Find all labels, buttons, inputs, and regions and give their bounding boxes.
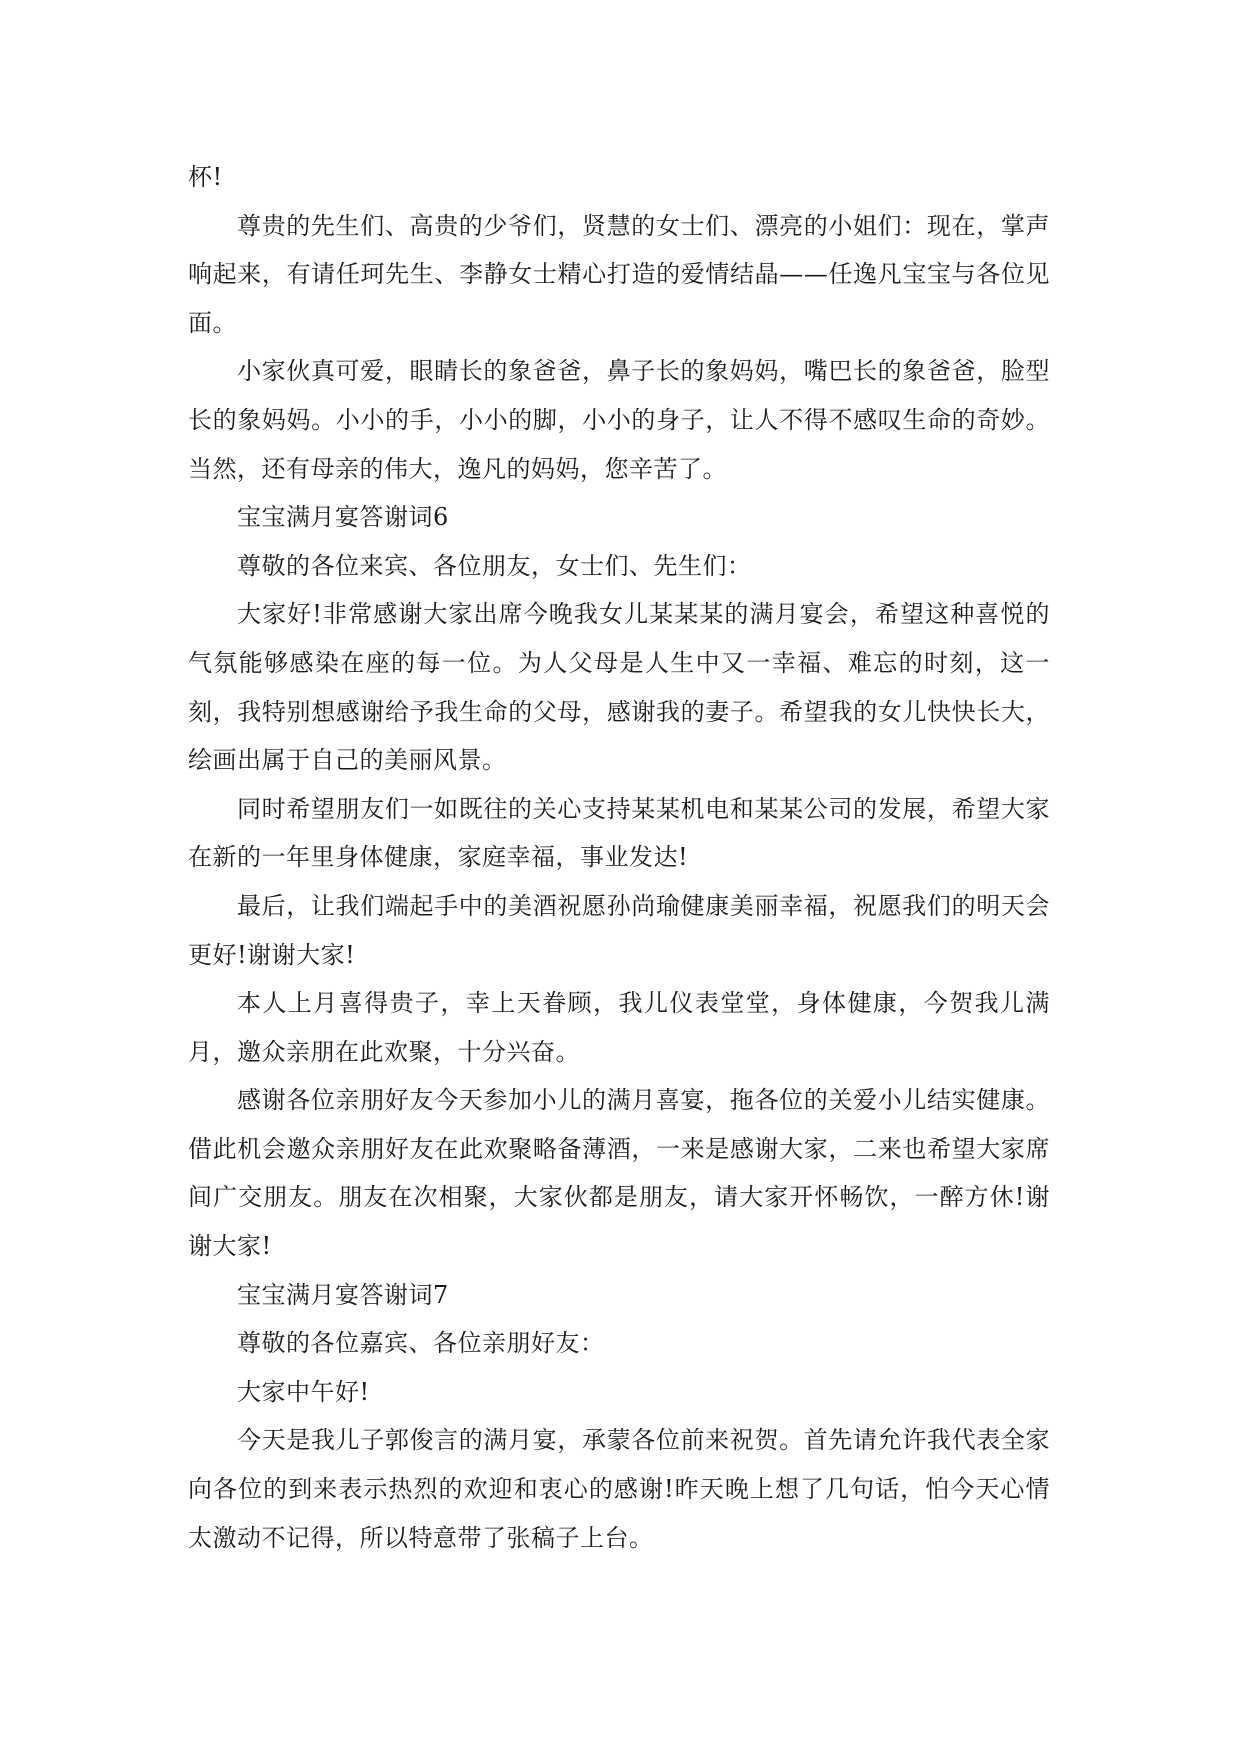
- salutation-6: 尊敬的各位来宾、各位朋友，女士们、先生们：: [237, 551, 752, 580]
- greeting-7: 大家中午好!: [237, 1377, 370, 1406]
- paragraph-wishes-6: 同时希望朋友们一如既往的关心支持某某机电和某某公司的发展，希望大家在新的一年里身体健康，家庭幸福，事业发达!: [188, 794, 1050, 872]
- salutation-7: 尊敬的各位嘉宾、各位亲朋好友：: [237, 1329, 605, 1358]
- paragraph-greeting-announcement: 尊贵的先生们、高贵的少爷们，贤慧的女士们、漂亮的小姐们：现在，掌声响起来，有请任珂先生、李静女士精心打造的爱情结晶——任逸凡宝宝与各位见面。: [188, 211, 1050, 337]
- section-heading-7: 宝宝满月宴答谢词7: [237, 1280, 449, 1309]
- paragraph-toast-6: 最后，让我们端起手中的美酒祝愿孙尚瑜健康美丽幸福，祝愿我们的明天会更好!谢谢大家!: [188, 891, 1050, 969]
- paragraph-continuation: 杯!: [188, 163, 223, 191]
- section-heading-6: 宝宝满月宴答谢词6: [237, 503, 449, 532]
- paragraph-thanks-guests: 感谢各位亲朋好友今天参加小儿的满月喜宴，拖各位的关爱小儿结实健康。借此机会邀众亲朋好友在此欢聚略备薄酒，一来是感谢大家，二来也希望大家席间广交朋友。朋友在次相聚，大家伙都是朋友，请大家开怀畅饮，一醉方休!谢谢大家!: [188, 1086, 1050, 1261]
- paragraph-announcement-son: 本人上月喜得贵子，幸上天眷顾，我儿仪表堂堂，身体健康，今贺我儿满月，邀众亲朋在此欢聚，十分兴奋。: [188, 989, 1050, 1066]
- paragraph-baby-description: 小家伙真可爱，眼睛长的象爸爸，鼻子长的象妈妈，嘴巴长的象爸爸，脸型长的象妈妈。小小的手，小小的脚，小小的身子，让人不得不感叹生命的奇妙。当然，还有母亲的伟大，逸凡的妈妈，您辛苦了。: [188, 357, 1050, 483]
- paragraph-welcome-6: 大家好!非常感谢大家出席今晚我女儿某某某的满月宴会，希望这种喜悦的气氛能够感染在座的每一位。为人父母是人生中又一幸福、难忘的时刻，这一刻，我特别想感谢给予我生命的父母，感谢我的妻子。希望我的女儿快快长大，绘画出属于自己的美丽风景。: [188, 600, 1050, 775]
- paragraph-opening-7: 今天是我儿子郭俊言的满月宴，承蒙各位前来祝贺。首先请允许我代表全家向各位的到来表示热烈的欢迎和衷心的感谢!昨天晚上想了几句话，怕今天心情太激动不记得，所以特意带了张稿子上台。: [188, 1426, 1050, 1552]
- body-text: [188, 153, 1050, 1562]
